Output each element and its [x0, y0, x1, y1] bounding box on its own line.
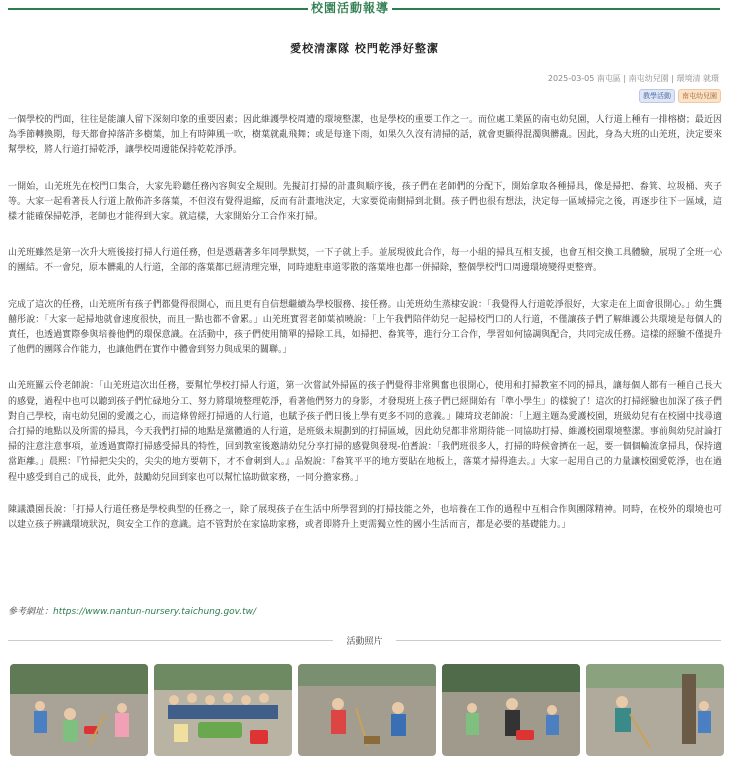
gallery-photo-1[interactable]: [10, 664, 148, 756]
photo-gallery: [10, 664, 724, 756]
gallery-photo-3[interactable]: [298, 664, 436, 756]
article-meta: 2025-03-05 南屯區 | 南屯幼兒園 | 環境清 就環: [547, 74, 719, 83]
article-paragraph: 一開始，山羌班先在校門口集合，大家先聆聽任務內容與安全規則。先擬訂打掃的計畫與順序後，孩子們在老師們的分配下，開始拿取各種掃具，像是掃把、畚箕、垃圾桶、夾子等。大家一起看著長人行道上散佈許多落葉，不但沒有覺得退縮，反而有計畫地決定，大家要從南側掃到北側。孩子們也很有想法，決定每一區域掃完之後，再逐步往下一區域，這樣才能確保掃乾淨，老師也才能得到大家。就這樣，大家開始分工合作來打掃。: [8, 181, 722, 223]
child-with-broom-photo-icon: [586, 664, 724, 756]
class-group-photo-icon: [154, 664, 292, 756]
photos-heading: [0, 632, 729, 648]
gallery-photo-5[interactable]: [586, 664, 724, 756]
gallery-photo-4[interactable]: [442, 664, 580, 756]
article-title: 愛校清潔隊 校門乾淨好整潔: [290, 42, 439, 55]
article-paragraph: 山羌班羅云伶老師說：「山羌班這次出任務，要幫忙學校打掃人行道，第一次嘗試外掃區的孩子們覺得非常興奮也很開心，使用和打掃教室不同的掃具，讓每個人都有一種自己長大的感覺，過程中也可以聽到孩子們忙碌地分工、努力將環境整理乾淨，看著他們努力的身影，才發現班上孩子們已經開始有「準小學生」的樣貌了！這次的打掃經驗也加深了孩子們對自己學校，南屯幼兒園的愛護之心，而這條曾經打掃過的人行道，也賦予孩子們日後上學有更多不同的意義。」陳琦玟老師說：「上週主題為愛護校園，班級幼兒有在校園中找尋適合打掃的地點以及所需的掃具，今天我們打掃的地點是黨體過的人行道，是班級未規劃到的打掃區域，因此幼兒都非常期待能一同協助打掃、維護校園環境整潔。事前與幼兒討論打掃的注意注意事項，並透過實際打掃感受掃具的特性，回到教室後邀請幼兒分享打掃的感覺與發現-伯耆說：「我們班很多人，打掃的時候會擠在一起，要一個個輪流拿掃具，保持適當距離。」晨熙：『竹掃把尖尖的，尖尖的地方要朝下，才不會刺到人。』品婗說：『畚箕平平的地方要貼在地板上，落葉才掃得進去。』大家一起用自己的力量讓校園愛乾淨，也在過程中感受到自己的成長，此外，鼓勵幼兒回到家也可以幫忙協助做家務，一同分擔家務。」: [8, 381, 722, 483]
banner-title: 校園活動報導: [310, 1, 389, 15]
article-paragraph: 完成了這次的任務，山羌班所有孩子們都覺得很開心，而且更有自信想繼續為學校服務、接任務。山羌班幼生蒸棣安說：「我覺得人行道乾淨很好，大家走在上面會很開心。」幼生龔囍彤說：「大家一起掃地就會速度很快，而且一點也都不會累。」山羌班實習老師葉禎曉說：「上午我們陪伴幼兒一起掃校門口的人行道，不僅讓孩子們了解維護公共環境是每個人的責任，也透過實際參與培養他們的環保意識。在活動中，孩子們使用簡單的掃除工具，如掃把、畚箕等，進行分工合作，學習如何協調與配合，共同完成任務。這樣的經驗不僅提升了他們的團隊合作能力，也讓他們在實作中體會到努力與成果的關聯。」: [8, 299, 722, 356]
children-sweeping-photo-icon: [298, 664, 436, 756]
article-body: [8, 113, 722, 554]
children-sweeping-photo-icon: [442, 664, 580, 756]
children-sweeping-photo-icon: [10, 664, 148, 756]
photos-divider-left: [8, 640, 333, 641]
banner-divider-right: [392, 8, 720, 10]
article-tags: [639, 89, 721, 103]
gallery-photo-2[interactable]: [154, 664, 292, 756]
photos-divider-right: [396, 640, 721, 641]
tag-school-name[interactable]: 南屯幼兒園: [678, 89, 721, 103]
tag-teaching-activity[interactable]: 教學活動: [639, 89, 675, 103]
reference-link[interactable]: https://www.nantun-nursery.taichung.gov.tw/: [53, 607, 257, 617]
reference-line: [8, 604, 256, 617]
reference-label: 參考網址：: [8, 607, 54, 617]
photos-heading-label: 活動照片: [346, 637, 383, 647]
section-banner: [0, 0, 729, 16]
article-paragraph: 一個學校的門面，往往是能讓人留下深刻印象的重要因素；因此維護學校周遭的環境整潔，也是學校的重要工作之一。而位處工業區的南屯幼兒園，人行道上種有一排榕樹；最近因為季節轉換期，每天都會掉落許多樹葉，加上有時陣風一吹，樹葉就亂飛舞；或是每逢下雨，如果久久沒有清掃的話，就會更顯得混濁與髒亂。因此，身為大班的山羌班，決定要來幫學校，將人行道打掃乾淨，讓學校周邊能保持乾乾淨淨。: [8, 115, 722, 156]
banner-divider-left: [8, 8, 308, 10]
article-paragraph: 陳議濃園長說：「打掃人行道任務是學校典型的任務之一，除了展現孩子在生活中所學習到的打掃技能之外，也培養在工作的過程中互相合作與團隊精神。同時，在校外的環境也可以建立孩子辨識環境狀況，與安全工作的意識。這不管對於在家協助家務，或者即將升上更需獨立性的國小生活而言，都是必要的基礎能力。」: [8, 504, 722, 531]
article-paragraph: 山羌班雖然是第一次升大班後接打掃人行道任務，但是憑藉著多年同學默契，一下子就上手。並展現彼此合作，每一小組的掃具互相支援，也會互相交換工具體驗，展現了全班一心的團結。不一會兒，原本髒亂的人行道，全部的落葉都已經清理完畢，同時連駐車道零散的落葉堆也都一併掃除，整個學校門口周邊環境變得更整齊。: [8, 248, 722, 274]
